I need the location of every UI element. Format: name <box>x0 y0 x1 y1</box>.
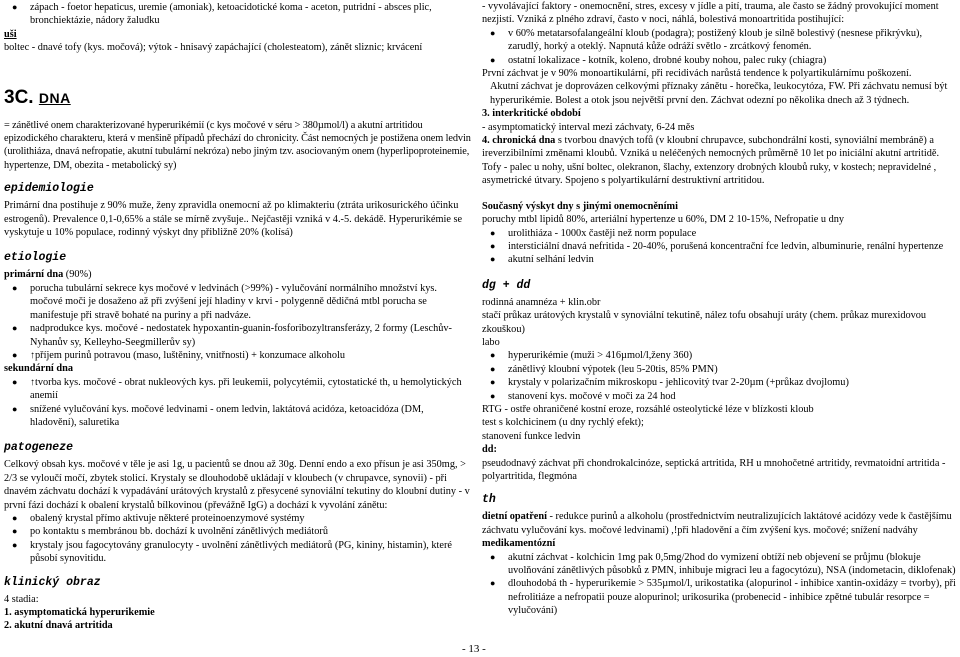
list-item: ● intersticiální dnavá nefritida - 20-40%, porušená koncentrační fce ledvin, albuminurie, renální hypertenze <box>482 240 956 253</box>
list-item: ● ↑tvorba kys. močové - obrat nukleových kys. při leukemii, polycytémii, cytostatické th, u hemolytických anemií <box>4 376 472 403</box>
stage-3-heading: 3. interkritické období <box>482 108 581 120</box>
list-item: ● v 60% metatarsofalangeální kloub (podagra); postižený kloub je silně bolestivý (nesnese přikrývku), zarudlý, horký a oteklý. Napnutá kůže odráží světlo - zrcátkový fenomén. <box>482 27 956 54</box>
labo-list <box>482 349 956 403</box>
list-item: ● krystaly jsou fagocytovány granulocyty - uvolnění zánětlivých mediátorů (PG, kininy, histamin), které působí synovitidu. <box>4 539 472 566</box>
intro-paragraph: = zánětlivé onem charakterizované hyperurikémií (c kys močové v séru > 380µmol/l) a akutní artritidou epizodického charakteru, která v menšině případů přechází do chronicity. Část nemocných je postižena onem ledvin (urolithiáza, dnavá nefropatie, akutní tubulární nekróza) nebo jiným tzv. asociovaným onem (hyperlipoproteinemie, hypertenze, DM, obezita - metabolický sy) <box>4 119 471 171</box>
list-item: ● porucha tubulární sekrece kys močové v ledvinách (>99%) - vylučování normálního množství kys. močové moči je dosaženo až při zvýšení její hladiny v krvi - polygenně dědičná mtbl porucha se manifestuje při stravě bohaté na puriny a při nadváze. <box>4 282 472 322</box>
primary-label: primární dna <box>4 269 64 281</box>
dg-text-2: stačí průkaz urátových krystalů v synoviální tekutině, nález tofu obsahují uráty (chem. průkaz murexidovou zkouškou) <box>482 310 927 335</box>
list-item: ● akutní selhání ledvin <box>482 253 956 266</box>
stadia-label: 4 stadia: <box>4 593 39 605</box>
list-item: ● po kontaktu s membránou bb. dochází k uvolnění zánětlivých mediátorů <box>4 525 472 538</box>
top-list <box>4 1 472 28</box>
section-title <box>4 87 472 109</box>
labo-label: labo <box>482 336 500 348</box>
arrow-up-icon: ↑ <box>30 376 35 388</box>
primary-heading <box>4 268 472 281</box>
list-item: ● ostatní lokalizace - kotník, koleno, drobné kouby nohou, palec ruky (chiagra) <box>482 54 956 67</box>
diet-paragraph: dietní opatření - redukce purinů a alkoholu (prostřednictvím neutralizujících laktátové acidózy vede k častějšímu záchvatu vylučování kys. močové ledvinami) ,!při hladovění a čím zvýšení kys. močové; snížení nadváhy <box>482 511 952 536</box>
list-item: ● dlouhodobá th - hyperurikemie > 535µmol/l, urikostatika (alopurinol - inhibice xantin-oxidázy = tvorby), při nefrolitiáze a nefropatii pouze alopurinol; urikosurika (probenecid - inhibice zpětné tubulár resorpce = vylučování) <box>482 577 956 617</box>
secondary-list <box>4 376 472 430</box>
pato-list <box>4 512 472 566</box>
list-item: ● obalený krystal přímo aktivuje některé proteinoenzymové systémy <box>4 512 472 525</box>
list-item: ● krystaly v polarizačním mikroskopu - jehlicovitý tvar 2-20µm (+průkaz dvojlomu) <box>482 376 956 389</box>
renal-function-text: stanovení funkce ledvin <box>482 430 581 442</box>
list-item: ● stanovení kys. močové v moči za 24 hod <box>482 390 956 403</box>
list-item: ● ↑příjem purinů potravou (maso, luštěniny, vnitřnosti) + konzumace alkoholu <box>4 349 472 362</box>
arrow-up-icon: ↑ <box>30 349 35 361</box>
dd-label: dd: <box>482 444 497 456</box>
heading-epidemiologie: epidemiologie <box>4 182 94 196</box>
primary-pct: (90%) <box>63 269 92 281</box>
heading-patogeneze: patogeneze <box>4 441 74 455</box>
list-item: ● nadprodukce kys. močové - nedostatek hypoxantin-guanin-fosforibozyltransferázy, 2 formy (Leschův-Nyhanův sy, Kelleyho-Seegmillerův sy) <box>4 322 472 349</box>
heading-dg-dd: dg + dd <box>482 278 531 292</box>
section-name: DNA <box>38 89 71 106</box>
assoc-paragraph: poruchy mtbl lipidů 80%, arteriální hypertenze u 60%, DM 2 10-15%, Nefropatie u dny <box>482 214 845 226</box>
heading-th: th <box>482 493 496 507</box>
localization-list <box>482 27 956 67</box>
stage-3-text: - asymptomatický interval mezi záchvaty, 6-24 měs <box>482 121 695 133</box>
secondary-label: sekundární dna <box>4 363 73 375</box>
dd-text: pseudodnavý záchvat při chondrokalcinóze, septická artritida, RH u mnohočetné artritidy, revmatoidní artritida - polyartritida, flegmóna <box>482 457 946 482</box>
heading-klinicky-obraz: klinický obraz <box>4 575 101 589</box>
list-item: ● akutní záchvat - kolchicin 1mg pak 0,5mg/2hod do vymizení obtíží neb objevení se průjmu (blokuje uvolňování zánětlivých působků z PMN, inhibuje migraci leu a fagocytózu), NSA (indometacin, diklofenak) <box>482 551 956 578</box>
assoc-heading: Současný výskyt dny s jinými onemocněními <box>482 200 678 212</box>
stage-4-paragraph: 4. chronická dna s tvorbou dnavých tofů (v kloubní chrupavce, subchondrální kosti, synoviální membráně) a ireverzibilními změnami kloubů. Vzniká u neléčených nemocných průměrně 10 let po iniciální akutní artritidě. Tofy - palec u nohy, ušní boltec, olekranon, šlachy, extenzory drobných kloubů ruky, v kostech; nepravidelné , asymetrické útvary. Spojeno s polyartikulární destruktivní artritidou. <box>482 135 940 187</box>
usi-text: boltec - dnavé tofy (kys. močová); výtok - hnisavý zapáchající (cholesteatom), zánět sliznic; krvácení <box>4 42 423 54</box>
assoc-list <box>482 227 956 267</box>
right-column <box>482 0 956 618</box>
colchicine-test-text: test s kolchicinem (u dny rychlý efekt); <box>482 417 644 429</box>
pato-paragraph: Celkový obsah kys. močové v těle je asi 1g, u pacientů se dnou až 30g. Denní endo a exo přísun je asi 350mg, > 2/3 se vyloučí močí, zbytek stolicí. Krystaly se dlouhodobě ukládají v kloubech (v chrupavce, synovii) - při dnavém záchvatu dochází k vypadávání urátových krystalů z přesycené synoviální tekutiny do kloubní dutiny - v první fázi dochází k obalení krystalů bílkovinou (převážně IgG) a dochází k vyvolání zánětu: <box>4 459 470 511</box>
epid-paragraph: Primární dna postihuje z 90% muže, ženy zpravidla onemocní až po klimakteriu (ztráta urikosurického účinku estrogenů). Prevalence 0,1-0,65% a stále se mírně zvyšuje.. Nejčastěji vzniká v 4.-5. dekádě. Hyperurikémie se vyskytuje u 10% populace, rodinný výskyt dny přibližně 20% (kolísá) <box>4 200 463 239</box>
diet-label: dietní opatření <box>482 511 547 523</box>
stage-4-label: 4. chronická dna <box>482 135 556 147</box>
list-item: ● urolithiáza - 1000x častěji než norm populace <box>482 227 956 240</box>
dg-text-1: rodinná anamnéza + klin.obr <box>482 296 601 308</box>
section-number: 3C. <box>4 86 34 108</box>
medication-list <box>482 551 956 618</box>
usi-label: uši <box>4 28 17 40</box>
primary-list <box>4 282 472 362</box>
list-item: ● zánětlivý kloubní výpotek (leu 5-20tis, 85% PMN) <box>482 363 956 376</box>
stage-2: 2. akutní dnavá artritida <box>4 620 113 632</box>
acute-attack-paragraph: Akutní záchvat je doprovázen celkovými příznaky zánětu - horečka, leukocytóza, FW. Při záchvatu nemusí být hyperurikémie. Bolest a otok jsou největší první den. Záchvat odezní po několika dnech až 3 týdnech. <box>490 81 948 106</box>
list-item: ● hyperurikémie (muži > 416µmol/l,ženy 360) <box>482 349 956 362</box>
page-number: - 13 - <box>462 643 486 655</box>
medication-label: medikamentózní <box>482 538 556 550</box>
monoarticular-paragraph: První záchvat je v 90% monoartikulární, při recidivách narůstá tendence k polyartikulárnímu poškození. <box>482 68 912 80</box>
list-item: ● snížené vylučování kys. močové ledvinami - onem ledvin, laktátová acidóza, ketoacidóza (DM, hladovění), saluretika <box>4 403 472 430</box>
list-item: ● zápach - foetor hepaticus, uremie (amoniak), ketoacidotické koma - aceton, putridní - absces plic, bronchiektázie, nádory žaludku <box>4 1 472 28</box>
rtg-text: RTG - ostře ohraničené kostní eroze, rozsáhlé osteolytické léze v blízkosti kloub <box>482 403 814 415</box>
trigger-paragraph: - vyvolávající faktory - onemocnění, stres, excesy v jídle a pití, trauma, ale často se žádný provokující moment nezjistí. Vzniká z plného zdraví, často v noci, náhlá, bolestivá monoartritida postihující: <box>482 1 939 26</box>
heading-etiologie: etiologie <box>4 251 67 265</box>
stage-1: 1. asymptomatická hyperurikemie <box>4 607 155 618</box>
left-column <box>4 0 472 633</box>
